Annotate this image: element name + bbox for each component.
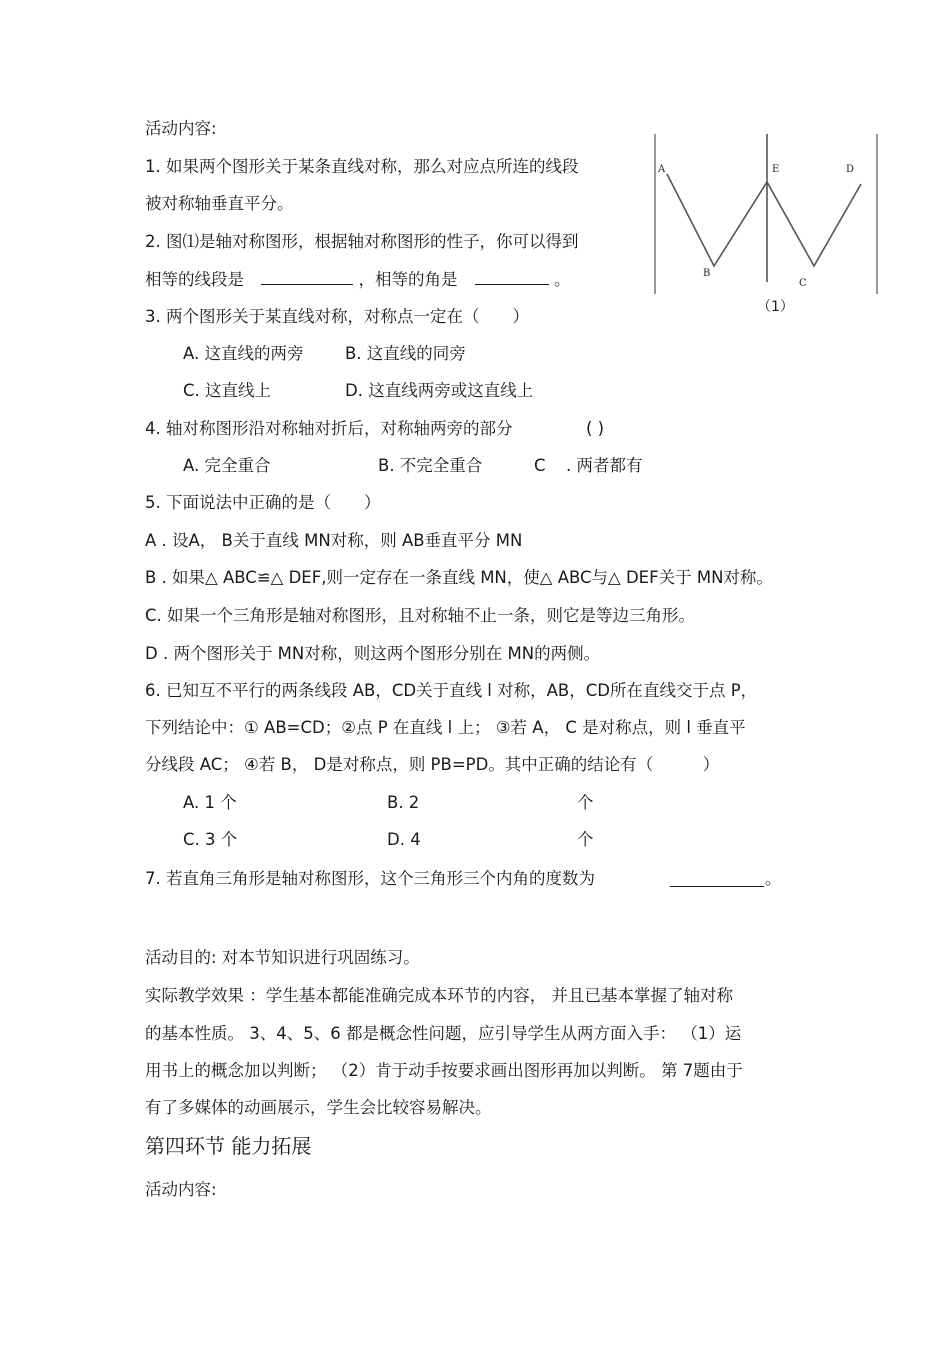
teaching-effect-line2: 的基本性质。 3、4、5、6 都是概念性问题，应引导学生从两方面入手： （1）运 [145, 1024, 742, 1043]
q5-option-a: A . 设A， B关于直线 MN对称，则 AB垂直平分 MN [145, 531, 523, 550]
q6-option-b-unit: 个 [577, 793, 594, 812]
q4-paren: ( ) [586, 419, 605, 438]
q5-option-c: C. 如果一个三角形是轴对称图形，且对称轴不止一条，则它是等边三角形。 [145, 606, 696, 625]
teaching-effect-line3: 用书上的概念加以判断； （2）肯于动手按要求画出图形再加以判断。 第 7题由于 [145, 1061, 743, 1080]
label-A: A [658, 164, 666, 175]
q6-option-d: D. 4 [387, 830, 421, 849]
figure-caption: （1） [757, 299, 794, 315]
teaching-effect-line4: 有了多媒体的动画展示，学生会比较容易解决。 [145, 1098, 492, 1117]
section4-title: 第四环节 能力拓展 [145, 1134, 312, 1158]
q4-option-b: B. 不完全重合 [378, 456, 483, 475]
q2-line2 [145, 268, 571, 291]
activity-label-2: 活动内容: [145, 1180, 217, 1199]
q6-option-b: B. 2 [387, 793, 420, 812]
q7-stem: 7. 若直角三角形是轴对称图形，这个三角形三个内角的度数为 [145, 869, 595, 888]
q4-stem: 4. 轴对称图形沿对称轴对折后，对称轴两旁的部分 [145, 419, 513, 438]
q7-end: 。 [765, 869, 782, 888]
q5-option-d: D . 两个图形关于 MN对称，则这两个图形分别在 MN的两侧。 [145, 644, 601, 663]
q2-angles-label: ，相等的角是 [358, 270, 458, 289]
q5-stem: 5. 下面说法中正确的是（ ） [145, 493, 381, 512]
q4-option-a: A. 完全重合 [183, 456, 271, 475]
q3-option-b: B. 这直线的同旁 [345, 344, 466, 363]
q6-option-a: A. 1 个 [183, 793, 237, 812]
figure-symmetric-w [653, 132, 879, 297]
q4-option-c-text: . 两者都有 [566, 456, 643, 475]
q3-stem: 3. 两个图形关于某直线对称，对称点一定在（ ） [145, 307, 529, 326]
q2-segments-blank [261, 268, 353, 285]
q5-option-b: B . 如果△ ABC≌△ DEF,则一定存在一条直线 MN，使△ ABC与△ DEF关于 MN对称。 [145, 568, 773, 587]
label-B: B [703, 268, 711, 279]
q2-segments-label: 相等的线段是 [145, 270, 244, 289]
q3-option-d: D. 这直线两旁或这直线上 [345, 381, 534, 400]
q6-line2: 下列结论中：① AB=CD；②点 P 在直线 l 上； ③若 A， C 是对称点，则 l 垂直平 [145, 718, 746, 737]
q2-line1: 2. 图⑴是轴对称图形，根据轴对称图形的性子，你可以得到 [145, 232, 579, 251]
q2-angles-blank [475, 268, 549, 285]
label-C: C [799, 278, 807, 289]
activity-purpose: 活动目的: 对本节知识进行巩固练习。 [145, 948, 420, 967]
q6-line1: 6. 已知互不平行的两条线段 AB，CD关于直线 l 对称，AB，CD所在直线交于点 P， [145, 681, 758, 700]
label-D: D [846, 164, 855, 175]
q7-blank [670, 870, 764, 887]
activity-label: 活动内容: [145, 119, 217, 138]
q6-option-c: C. 3 个 [183, 830, 238, 849]
q3-option-c: C. 这直线上 [183, 381, 272, 400]
w-shape [667, 174, 861, 266]
q2-end: 。 [554, 270, 571, 289]
q1-line1: 1. 如果两个图形关于某条直线对称，那么对应点所连的线段 [145, 157, 579, 176]
q1-line2: 被对称轴垂直平分。 [145, 194, 294, 213]
label-E: E [772, 164, 780, 175]
q3-option-a: A. 这直线的两旁 [183, 344, 304, 363]
q6-line3: 分线段 AC； ④若 B， D是对称点，则 PB=PD。其中正确的结论有（ ） [145, 755, 720, 774]
teaching-effect-line1: 实际教学效果 ：学生基本都能准确完成本环节的内容， 并且已基本掌握了轴对称 [145, 986, 733, 1005]
q6-option-d-unit: 个 [577, 830, 594, 849]
q4-option-c-letter: C [534, 456, 546, 475]
